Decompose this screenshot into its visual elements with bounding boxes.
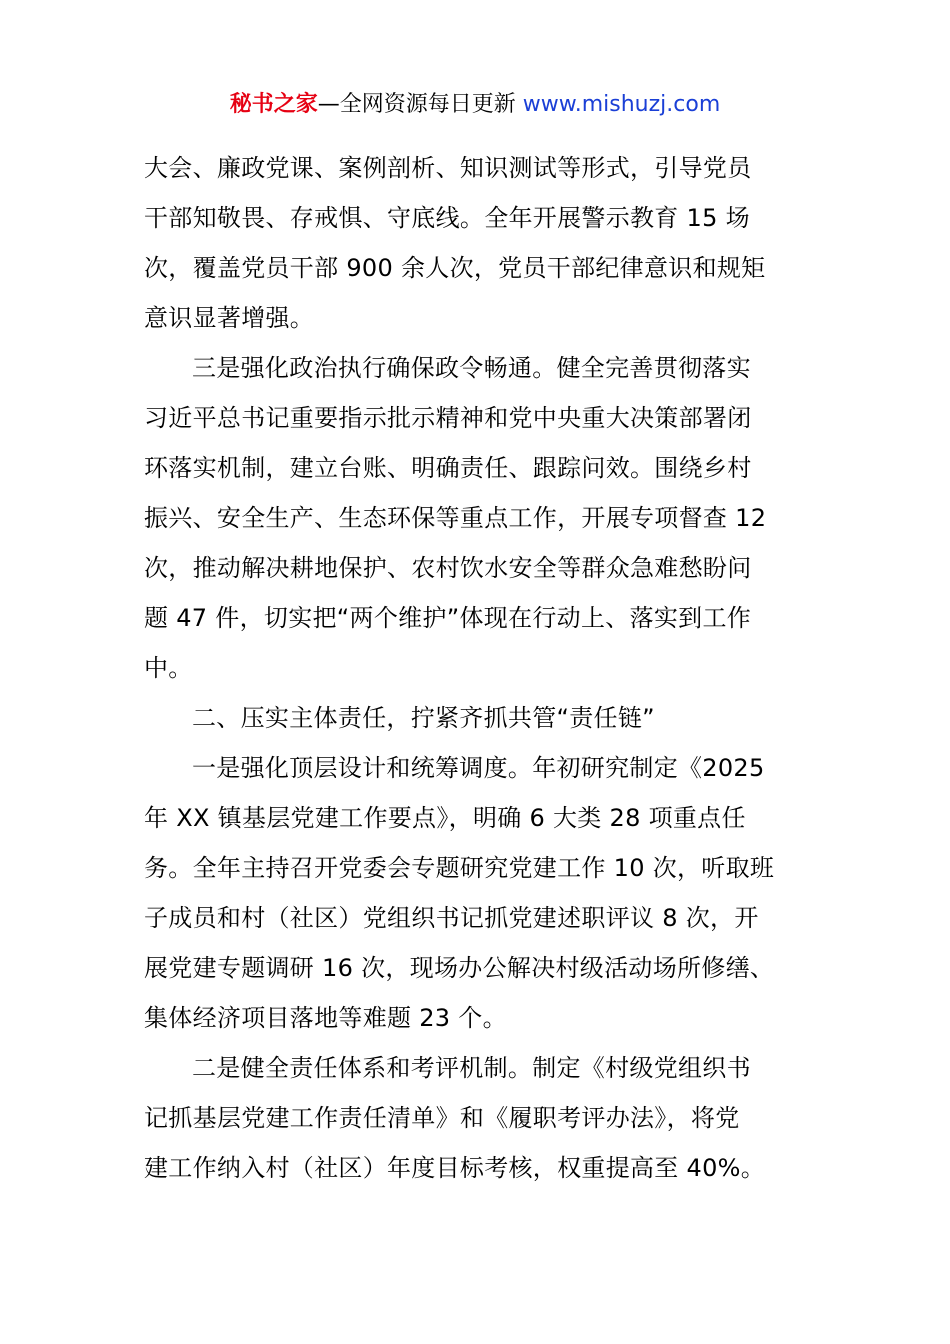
text-line: 题 47 件，切实把“两个维护”体现在行动上、落实到工作: [144, 604, 752, 632]
header-brand: 秘书之家: [229, 92, 318, 117]
text-line: 建工作纳入村（社区）年度目标考核，权重提高至 40%。: [144, 1154, 766, 1182]
text-line: 三是强化政治执行确保政令畅通。健全完善贯彻落实: [192, 354, 751, 382]
text-line: 年 XX 镇基层党建工作要点》，明确 6 大类 28 项重点任: [144, 804, 746, 832]
text-line: 干部知敬畏、存戒惧、守底线。全年开展警示教育 15 场: [144, 204, 750, 232]
text-line: 记抓基层党建工作责任清单》和《履职考评办法》，将党: [144, 1104, 740, 1132]
text-line: 大会、廉政党课、案例剖析、知识测试等形式，引导党员: [144, 154, 752, 182]
text-line: 习近平总书记重要指示批示精神和党中央重大决策部署闭: [144, 404, 752, 432]
text-line: 一是强化顶层设计和统筹调度。年初研究制定《2025: [192, 754, 765, 782]
header-dash: —: [317, 92, 340, 117]
text-line: 集体经济项目落地等难题 23 个。: [144, 1004, 507, 1032]
header-url-link[interactable]: www.mishuzj.com: [522, 92, 721, 117]
text-line: 二、压实主体责任，拧紧齐抓共管“责任链”: [192, 704, 655, 732]
text-line: 环落实机制，建立台账、明确责任、跟踪问效。围绕乡村: [144, 454, 752, 482]
text-line: 展党建专题调研 16 次，现场办公解决村级活动场所修缮、: [144, 954, 775, 982]
text-line: 振兴、安全生产、生态环保等重点工作，开展专项督查 12: [144, 504, 767, 532]
document-body: [144, 143, 808, 1193]
text-line: 意识显著增强。: [144, 304, 315, 332]
text-line: 次，推动解决耕地保护、农村饮水安全等群众急难愁盼问: [144, 554, 752, 582]
text-line: 子成员和村（社区）党组织书记抓党建述职评议 8 次，开: [144, 904, 759, 932]
header-tagline: 全网资源每日更新: [339, 92, 516, 117]
text-line: 中。: [144, 654, 193, 682]
text-line: 务。全年主持召开党委会专题研究党建工作 10 次，听取班: [144, 854, 775, 882]
text-line: 次，覆盖党员干部 900 余人次，党员干部纪律意识和规矩: [144, 254, 766, 282]
page-header: [0, 88, 950, 122]
text-line: 二是健全责任体系和考评机制。制定《村级党组织书: [192, 1054, 751, 1082]
